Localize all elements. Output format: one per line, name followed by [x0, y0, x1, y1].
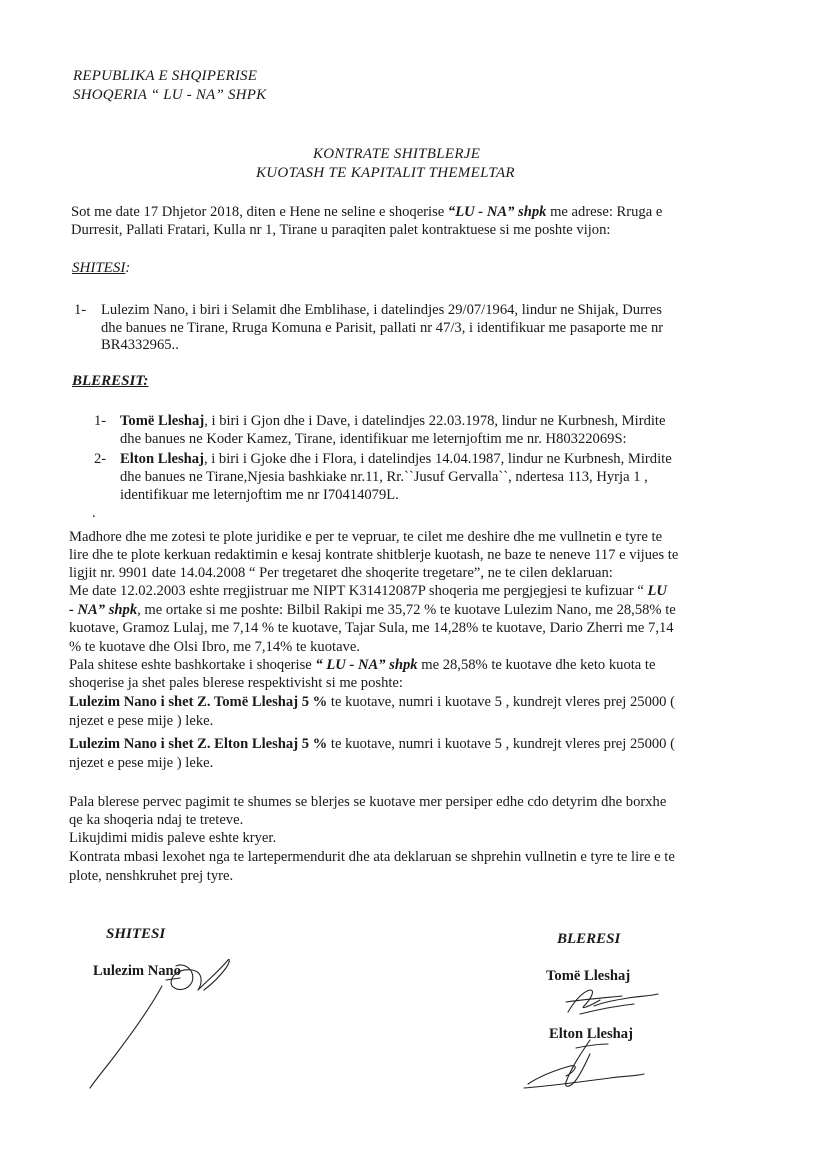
- sale2-line-1: [69, 736, 675, 752]
- body-p3-company: “ LU - NA” shpk: [315, 657, 418, 673]
- buyer2-line-3: identifikuar me leternjoftim me nr I70414079L.: [120, 487, 399, 503]
- header-company: SHOQERIA “ LU - NA” SHPK: [73, 87, 267, 103]
- body-p3-line-1: [69, 657, 655, 673]
- buyer2-name: Elton Lleshaj: [120, 451, 204, 467]
- intro-text-b: me adrese: Rruga e: [546, 204, 663, 220]
- body-p6-line-1: Kontrata mbasi lexohet nga te lartepermendurit dhe ata deklaruan se shprehin vullnetin e tyre te lire e te: [69, 849, 675, 865]
- seller-line-2: dhe banues ne Tirane, Rruga Komuna e Parisit, pallati nr 47/3, i identifikuar me pasaporte me nr: [101, 320, 664, 336]
- buyer2-details: , i biri i Gjoke dhe i Flora, i datelindjes 14.04.1987, lindur ne Kurbnesh, Mirdite: [203, 451, 672, 467]
- body-p3-line-2: shoqerise ja shet pales blerese respektivisht si me poshte:: [69, 675, 403, 691]
- buyer1-line-2: dhe banues ne Koder Kamez, Tirane, identifikuar me leternjoftim me nr. H80322069S:: [120, 431, 627, 447]
- title-line-1: KONTRATE SHITBLERJE: [313, 146, 481, 162]
- body-p2-line-4: % te kuotave dhe Olsi Ibro, me 7,14% te kuotave.: [69, 639, 360, 655]
- body-p2-line-3: kuotave, Gramoz Lulaj, me 7,14 % te kuotave, Tajar Sula, me 14,28% te kuotave, Dario Zherri me 7,14: [69, 620, 674, 636]
- body-p2-company-a: LU: [647, 583, 667, 599]
- buyers-heading: [72, 373, 148, 389]
- body-p1-line-2: lire dhe te plote kerkuan redaktimin e kesaj kontrate shitblerje kuotash, ne baze te neneve 117 e vijues te: [69, 547, 679, 563]
- buyer2-signature-name: Elton Lleshaj: [549, 1026, 633, 1042]
- buyer1-number: 1-: [94, 413, 107, 429]
- buyer1-signature-name: Tomë Lleshaj: [546, 968, 631, 984]
- seller-heading-colon: :: [125, 260, 131, 276]
- body-p2-line-2: [69, 602, 676, 618]
- body-p3-text-a: Pala shitese eshte bashkortake i shoqerise: [69, 657, 316, 673]
- intro-company: “LU - NA” shpk: [447, 204, 547, 220]
- intro-line-2: Durresit, Pallati Fratari, Kulla nr 1, Tirane u paraqiten palet kontraktuese si me poshte vijon:: [71, 222, 611, 238]
- sale2-bold: Lulezim Nano i shet Z. Elton Lleshaj 5 %: [69, 736, 328, 752]
- seller-line-1: Lulezim Nano, i biri i Selamit dhe Emblihase, i datelindjes 29/07/1964, lindur ne Shijak, Durres: [101, 302, 662, 318]
- body-p1-line-3: ligjit nr. 9901 date 14.04.2008 “ Per tregetaret dhe shoqerite tregetare”, ne te cilen deklaruan:: [69, 565, 613, 581]
- seller-line-3: BR4332965..: [101, 337, 179, 353]
- buyer1-name: Tomë Lleshaj: [120, 413, 205, 429]
- body-p1-line-1: Madhore dhe me zotesi te plote juridike e per te vepruar, te cilet me deshire dhe me vullnetin e tyre te: [69, 529, 663, 545]
- sale1-line-2: njezet e pese mije ) leke.: [69, 713, 214, 729]
- seller-signature-name: Lulezim Nano: [93, 963, 181, 979]
- sale1-rest: te kuotave, numri i kuotave 5 , kundrejt vleres prej 25000 (: [327, 694, 675, 710]
- seller-signature-mark: [80, 950, 240, 1095]
- seller-signature-heading: SHITESI: [106, 926, 166, 942]
- buyer1-details: , i biri i Gjon dhe i Dave, i datelindjes 22.03.1978, lindur ne Kurbnesh, Mirdite: [204, 413, 666, 429]
- sale2-line-2: njezet e pese mije ) leke.: [69, 755, 214, 771]
- buyers-signature-heading: BLERESI: [557, 931, 621, 947]
- buyer2-signature-mark: [520, 1036, 650, 1096]
- buyer1-line-1: [120, 413, 665, 429]
- seller-item-number: 1-: [74, 302, 87, 318]
- body-p4-line-1: Pala blerese pervec pagimit te shumes se blerjes se kuotave mer persiper edhe cdo detyrim dhe borxhe: [69, 794, 667, 810]
- sale1-line-1: [69, 694, 675, 710]
- buyer2-number: 2-: [94, 451, 107, 467]
- buyer1-signature-mark: [560, 984, 670, 1020]
- sale2-rest: te kuotave, numri i kuotave 5 , kundrejt vleres prej 25000 (: [327, 736, 675, 752]
- body-p2-text: Me date 12.02.2003 eshte rregjistruar me NIPT K31412087P shoqeria me pergjegjesi te kufizuar “: [69, 583, 648, 599]
- title-line-2: KUOTASH TE KAPITALIT THEMELTAR: [256, 165, 515, 181]
- intro-line-1: [71, 204, 662, 220]
- body-p6-line-2: plote, nenshkruhet prej tyre.: [69, 868, 234, 884]
- buyer2-line-1: [120, 451, 672, 467]
- buyer2-line-2: dhe banues ne Tirane,Njesia bashkiake nr.11, Rr.``Jusuf Gervalla``, ndertesa 113, Hyrja 1 ,: [120, 469, 648, 485]
- header-republic: REPUBLIKA E SHQIPERISE: [73, 68, 258, 84]
- sale1-bold: Lulezim Nano i shet Z. Tomë Lleshaj 5 %: [69, 694, 328, 710]
- body-p4-line-2: qe ka shoqeria ndaj te treteve.: [69, 812, 244, 828]
- intro-text-a: Sot me date 17 Dhjetor 2018, diten e Hene ne seline e shoqerise: [71, 204, 448, 220]
- body-p5: Likujdimi midis paleve eshte kryer.: [69, 830, 277, 846]
- body-p2-company-b: - NA” shpk: [69, 602, 138, 618]
- body-p2-owners: , me ortake si me poshte: Bilbil Rakipi me 35,72 % te kuotave Lulezim Nano, me 28,58% te: [137, 602, 676, 618]
- seller-heading: [72, 260, 130, 276]
- stray-dot: .: [92, 505, 96, 521]
- seller-heading-text: SHITESI: [72, 260, 126, 276]
- body-p2-line-1: [69, 583, 667, 599]
- buyers-heading-text: BLERESIT:: [72, 373, 149, 389]
- body-p3-text-b: me 28,58% te kuotave dhe keto kuota te: [417, 657, 656, 673]
